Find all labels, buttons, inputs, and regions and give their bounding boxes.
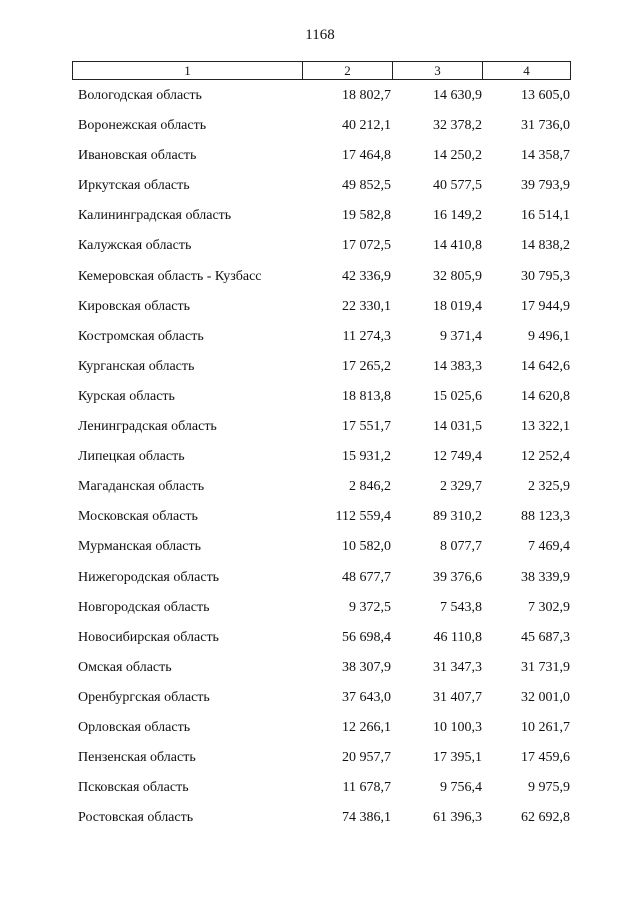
value-col-4: 9 975,9 (528, 780, 570, 796)
value-col-2: 112 559,4 (335, 509, 391, 525)
table-row (0, 477, 640, 507)
value-col-2: 42 336,9 (342, 268, 391, 284)
table-row (0, 688, 640, 718)
table-row (0, 568, 640, 598)
value-col-4: 32 001,0 (521, 689, 570, 705)
value-col-4: 10 261,7 (521, 719, 570, 735)
region-name: Калининградская область (78, 208, 232, 224)
value-col-3: 39 376,6 (433, 569, 482, 585)
value-col-3: 14 031,5 (433, 419, 482, 435)
value-col-3: 12 749,4 (433, 449, 482, 465)
table-row (0, 86, 640, 116)
value-col-4: 9 496,1 (528, 328, 570, 344)
value-col-4: 7 469,4 (528, 539, 570, 555)
value-col-2: 56 698,4 (342, 629, 391, 645)
value-col-4: 12 252,4 (521, 449, 570, 465)
value-col-2: 18 802,7 (342, 88, 391, 103)
value-col-4: 30 795,3 (521, 268, 570, 284)
region-name: Оренбургская область (78, 689, 210, 705)
table-row (0, 507, 640, 537)
value-col-2: 40 212,1 (342, 118, 391, 134)
value-col-4: 16 514,1 (521, 208, 570, 224)
table-row (0, 116, 640, 146)
value-col-2: 48 677,7 (342, 569, 391, 585)
value-col-4: 88 123,3 (521, 509, 570, 525)
value-col-2: 19 582,8 (342, 208, 391, 224)
table-row (0, 387, 640, 417)
table-row (0, 447, 640, 477)
value-col-2: 38 307,9 (342, 659, 391, 675)
region-name: Московская область (78, 509, 198, 525)
value-col-3: 89 310,2 (433, 509, 482, 525)
region-name: Калужская область (78, 238, 192, 254)
value-col-4: 14 358,7 (521, 148, 570, 164)
value-col-3: 31 347,3 (433, 659, 482, 675)
value-col-2: 17 072,5 (342, 238, 391, 254)
value-col-4: 13 322,1 (521, 419, 570, 435)
value-col-3: 61 396,3 (433, 810, 482, 826)
table-row (0, 417, 640, 447)
value-col-3: 7 543,8 (440, 599, 482, 615)
value-col-4: 45 687,3 (521, 629, 570, 645)
value-col-2: 18 813,8 (342, 388, 391, 404)
value-col-3: 40 577,5 (433, 178, 482, 194)
column-header-1: 1 (73, 62, 303, 79)
table-header (72, 61, 571, 80)
value-col-3: 9 756,4 (440, 780, 482, 796)
table-row (0, 146, 640, 176)
table-row (0, 718, 640, 748)
region-name: Вологодская область (78, 88, 202, 103)
table-body (0, 86, 640, 838)
value-col-2: 15 931,2 (342, 449, 391, 465)
value-col-4: 31 736,0 (521, 118, 570, 134)
value-col-3: 14 630,9 (433, 88, 482, 103)
column-header-4: 4 (523, 63, 530, 78)
table-row (0, 176, 640, 206)
value-col-3: 14 250,2 (433, 148, 482, 164)
value-col-2: 17 464,8 (342, 148, 391, 164)
value-col-2: 17 265,2 (342, 358, 391, 374)
value-col-2: 22 330,1 (342, 298, 391, 314)
column-header-3: 3 (393, 62, 483, 79)
value-col-2: 10 582,0 (342, 539, 391, 555)
value-col-4: 13 605,0 (521, 88, 570, 103)
region-name: Пензенская область (78, 750, 196, 766)
value-col-3: 10 100,3 (433, 719, 482, 735)
value-col-2: 20 957,7 (342, 750, 391, 766)
value-col-3: 2 329,7 (440, 479, 482, 495)
value-col-4: 62 692,8 (521, 810, 570, 826)
value-col-2: 9 372,5 (349, 599, 391, 615)
region-name: Ивановская область (78, 148, 197, 164)
region-name: Мурманская область (78, 539, 202, 555)
region-name: Омская область (78, 659, 172, 675)
value-col-3: 14 410,8 (433, 238, 482, 254)
table-row (0, 206, 640, 236)
region-name: Курская область (78, 388, 175, 404)
value-col-3: 18 019,4 (433, 298, 482, 314)
region-name: Липецкая область (78, 449, 185, 465)
region-name: Ростовская область (78, 810, 194, 826)
table-row (0, 327, 640, 357)
region-name: Новосибирская область (78, 629, 219, 645)
value-col-2: 11 678,7 (342, 780, 391, 796)
value-col-3: 32 378,2 (433, 118, 482, 134)
region-name: Костромская область (78, 328, 204, 344)
region-name: Магаданская область (78, 479, 205, 495)
value-col-2: 12 266,1 (342, 719, 391, 735)
value-col-3: 8 077,7 (440, 539, 482, 555)
table-row (0, 658, 640, 688)
region-name: Ленинградская область (78, 419, 217, 435)
region-name: Курганская область (78, 358, 195, 374)
table-row (0, 267, 640, 297)
column-header-2: 2 (303, 62, 393, 79)
value-col-3: 32 805,9 (433, 268, 482, 284)
value-col-4: 17 459,6 (521, 750, 570, 766)
value-col-3: 31 407,7 (433, 689, 482, 705)
table-row (0, 598, 640, 628)
value-col-2: 37 643,0 (342, 689, 391, 705)
region-name: Воронежская область (78, 118, 207, 134)
value-col-4: 39 793,9 (521, 178, 570, 194)
value-col-3: 15 025,6 (433, 388, 482, 404)
value-col-4: 7 302,9 (528, 599, 570, 615)
value-col-4: 2 325,9 (528, 479, 570, 495)
value-col-2: 2 846,2 (349, 479, 391, 495)
region-name: Кировская область (78, 298, 191, 314)
value-col-3: 16 149,2 (433, 208, 482, 224)
region-name: Кемеровская область - Кузбасс (78, 268, 262, 284)
value-col-3: 46 110,8 (433, 629, 482, 645)
value-col-3: 9 371,4 (440, 328, 482, 344)
value-col-4: 14 838,2 (521, 238, 570, 254)
region-name: Нижегородская область (78, 569, 220, 585)
table-row (0, 297, 640, 327)
table-row (0, 628, 640, 658)
table-row (0, 537, 640, 567)
region-name: Псковская область (78, 780, 189, 796)
page-number: 1168 (305, 27, 335, 43)
table-row (0, 808, 640, 838)
table-row (0, 357, 640, 387)
table-row (0, 748, 640, 778)
value-col-2: 11 274,3 (342, 328, 391, 344)
value-col-4: 17 944,9 (521, 298, 570, 314)
value-col-3: 14 383,3 (433, 358, 482, 374)
value-col-4: 14 620,8 (521, 388, 570, 404)
value-col-3: 17 395,1 (433, 750, 482, 766)
value-col-4: 14 642,6 (521, 358, 570, 374)
value-col-4: 31 731,9 (521, 659, 570, 675)
region-name: Орловская область (78, 719, 191, 735)
region-name: Новгородская область (78, 599, 210, 615)
table-row (0, 236, 640, 266)
value-col-2: 49 852,5 (342, 178, 391, 194)
value-col-2: 74 386,1 (342, 810, 391, 826)
region-name: Иркутская область (78, 178, 190, 194)
value-col-4: 38 339,9 (521, 569, 570, 585)
value-col-2: 17 551,7 (342, 419, 391, 435)
table-row (0, 778, 640, 808)
